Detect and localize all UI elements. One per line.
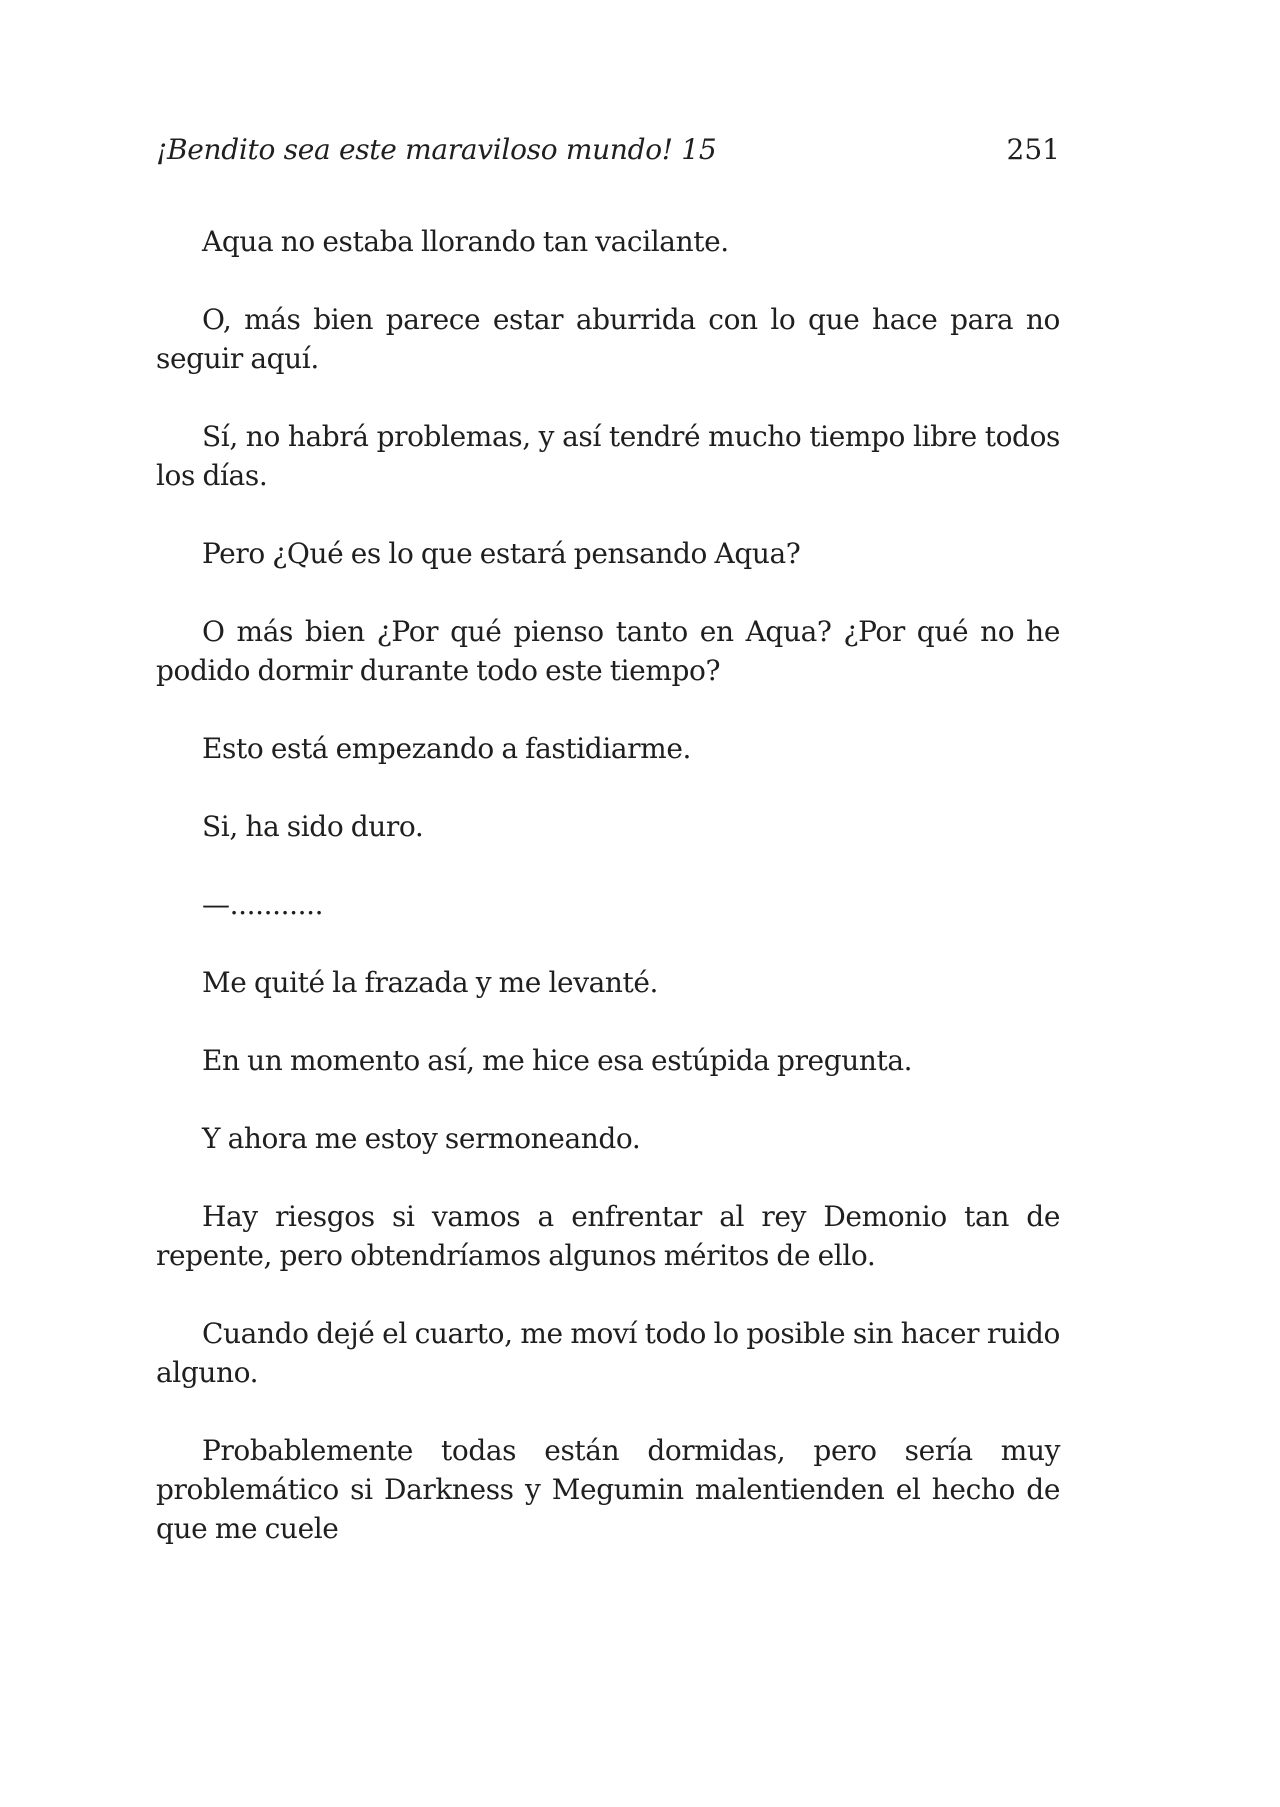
paragraph: O más bien ¿Por qué pienso tanto en Aqua? ¿Por qué no he podido dormir durante todo este tiempo? — [156, 615, 1060, 687]
paragraph: Me quité la frazada y me levanté. — [202, 966, 659, 999]
paragraph: En un momento así, me hice esa estúpida pregunta. — [202, 1044, 913, 1077]
book-title: ¡Bendito sea este maraviloso mundo! 15 — [156, 133, 717, 166]
paragraph: O, más bien parece estar aburrida con lo que hace para no seguir aquí. — [156, 303, 1060, 375]
paragraph: Sí, no habrá problemas, y así tendré mucho tiempo libre todos los días. — [156, 420, 1060, 492]
paragraph: Si, ha sido duro. — [202, 810, 424, 843]
paragraph: Probablemente todas están dormidas, pero sería muy problemático si Darkness y Megumin malentienden el hecho de que me cuele — [156, 1434, 1060, 1545]
paragraph: Esto está empezando a fastidiarme. — [202, 732, 691, 765]
page-number: 251 — [1006, 133, 1060, 166]
paragraph: Aqua no estaba llorando tan vacilante. — [202, 225, 729, 258]
paragraph: Pero ¿Qué es lo que estará pensando Aqua? — [202, 537, 801, 570]
paragraph: Hay riesgos si vamos a enfrentar al rey Demonio tan de repente, pero obtendríamos algunos méritos de ello. — [156, 1200, 1060, 1272]
paragraph: Cuando dejé el cuarto, me moví todo lo posible sin hacer ruido alguno. — [156, 1317, 1060, 1389]
paragraph: —........... — [202, 888, 324, 921]
body-text — [156, 222, 1060, 1587]
paragraph: Y ahora me estoy sermoneando. — [202, 1122, 641, 1155]
running-header — [156, 133, 1060, 173]
